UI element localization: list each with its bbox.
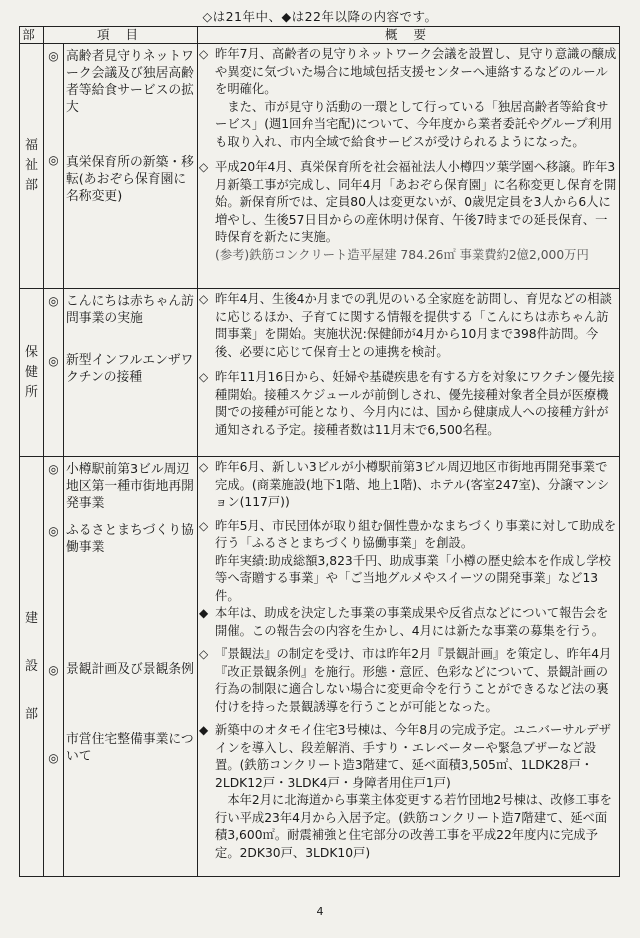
entry-symbol: ◇ bbox=[199, 460, 209, 474]
header-item: 項 目 bbox=[44, 27, 198, 44]
mark-double-circle: ◎ bbox=[48, 663, 59, 677]
item-cell bbox=[64, 289, 198, 457]
section-construction bbox=[20, 457, 620, 877]
entry-symbol: ◇ bbox=[199, 47, 209, 61]
entry-symbol: ◆ bbox=[199, 723, 209, 737]
mark-double-circle: ◎ bbox=[48, 152, 59, 167]
overview-entry: ◆ 本年は、助成を決定した事業の事業成果や反省点などについて報告会を開催。この報告会の内容を生かし、4月には新たな事業の募集を行う。 bbox=[199, 605, 617, 640]
overview-entry: ◇ 平成20年4月、真栄保育所を社会福祉法人小樽四ツ葉学園へ移譲。昨年3月新築工事が完成し、同年4月「あおぞら保育園」に名称変更し保育を開始。新保育所では、定員80人は変更ないが、0歳児定員を3人から6人に増やし、生後57日目からの産休明け保育、午後7時までの延長保育、一時保育を新たに実施。 bbox=[199, 159, 617, 247]
overview-table bbox=[19, 26, 620, 877]
item-cell bbox=[64, 44, 198, 289]
table-header-row bbox=[20, 27, 620, 44]
legend-text: ◇は21年中、◆は22年以降の内容です。 bbox=[202, 9, 438, 24]
overview-entry: ◇ 昨年6月、新しい3ビルが小樽駅前第3ビル周辺地区市街地再開発事業で完成。(商業施設(地下1階、地上1階)、ホテル(客室247室)、分譲マンション(117戸)) bbox=[199, 459, 617, 512]
dept-health-center: 保健所 bbox=[20, 289, 44, 457]
item-title: 真栄保育所の新築・移転(あおぞら保育園に名称変更) bbox=[66, 155, 194, 204]
overview-entry: 昨年実績:助成総額3,823千円、助成事業「小樽の歴史絵本を作成し学校等へ寄贈する事業」や「ご当地グルメやスイーツの開発事業」など13件。 bbox=[215, 553, 611, 603]
item-title: 景観計画及び景観条例 bbox=[66, 662, 194, 677]
item-title: 市営住宅整備事業について bbox=[66, 732, 194, 764]
entry-symbol: ◇ bbox=[199, 647, 209, 661]
entry-symbol: ◇ bbox=[199, 292, 209, 306]
item-title: ふるさとまちづくり協働事業 bbox=[66, 523, 194, 555]
page-number: 4 bbox=[316, 905, 324, 918]
item-cell bbox=[64, 457, 198, 877]
overview-entry: 本年2月に北海道から事業主体変更する若竹団地2号棟は、改修工事を行い平成23年4月から入居予定。(鉄筋コンクリート造7階建て、延べ面積3,600㎡。耐震補強と住宅部分の改善工事を平成22年度内に完成予定。2DK30戸、3LDK10戸) bbox=[215, 793, 612, 860]
entry-symbol: ◇ bbox=[199, 160, 209, 174]
overview-entry: また、市が見守り活動の一環として行っている「独居高齢者等給食サービス」(週1回弁当宅配)について、今年度から業者委託やグループ利用も取り入れ、市内全域で給食サービスが受けられるようになった。 bbox=[215, 99, 613, 149]
item-marks bbox=[44, 457, 64, 877]
mark-double-circle: ◎ bbox=[48, 750, 59, 765]
dept-construction: 建設部 bbox=[20, 457, 44, 877]
overview-entry: (参考)鉄筋コンクリート造平屋建 784.26㎡ 事業費約2億2,000万円 bbox=[215, 247, 589, 262]
entry-symbol: ◇ bbox=[199, 518, 209, 533]
mark-double-circle: ◎ bbox=[48, 49, 59, 63]
overview-entry: ◇ 昨年4月、生後4か月までの乳児のいる全家庭を訪問し、育児などの相談に応じるほか、子育てに関する情報を提供する「こんにちは赤ちゃん訪問事業」を開始。実施状況:保健師が4月から10月まで398件訪問。今後、必要に応じて保育士との連携を検討。 bbox=[199, 291, 617, 361]
section-welfare bbox=[20, 44, 620, 289]
entry-symbol: ◆ bbox=[199, 606, 209, 620]
overview-cell bbox=[198, 44, 620, 289]
item-title: 小樽駅前第3ビル周辺地区第一種市街地再開発事業 bbox=[66, 462, 194, 511]
item-title: こんにちは赤ちゃん訪問事業の実施 bbox=[66, 294, 194, 326]
overview-entry: ◇ 昨年11月16日から、妊婦や基礎疾患を有する方を対象にワクチン優先接種開始。接種スケジュールが前倒しされ、優先接種対象者全員が医療機関での接種が可能となり、今月内には、国から健康成人への接種方針が通知される予定。接種者数は11月末で6,500名程。 bbox=[199, 369, 617, 439]
mark-double-circle: ◎ bbox=[48, 294, 59, 308]
overview-entry: ◇ 『景観法』の制定を受け、市は昨年2月『景観計画』を策定し、昨年4月『改正景観条例』を施行。形態・意匠、色彩などについて、景観計画の行為の制限に適合しない場合に変更命令を行うことができるなど法の裏付けを持った景観誘導を行うことが可能となった。 bbox=[199, 646, 617, 716]
header-overview: 概 要 bbox=[198, 27, 620, 44]
mark-double-circle: ◎ bbox=[48, 523, 59, 538]
section-health-center bbox=[20, 289, 620, 457]
dept-welfare: 福祉部 bbox=[20, 44, 44, 289]
item-title: 新型インフルエンザワクチンの接種 bbox=[66, 353, 194, 385]
overview-entry: ◇ 昨年5月、市民団体が取り組む個性豊かなまちづくり事業に対して助成を行う「ふるさとまちづくり協働事業」を創設。 bbox=[199, 518, 617, 553]
overview-entry: ◇ 昨年7月、高齢者の見守りネットワーク会議を設置し、見守り意識の醸成や異変に気づいた場合に地域包括支援センターへ連絡するなどのルールを明確化。 bbox=[199, 46, 617, 99]
overview-cell bbox=[198, 289, 620, 457]
item-marks bbox=[44, 44, 64, 289]
mark-double-circle: ◎ bbox=[48, 353, 59, 368]
mark-double-circle: ◎ bbox=[48, 462, 59, 476]
header-dept: 部 bbox=[20, 27, 44, 44]
item-title: 高齢者見守りネットワーク会議及び独居高齢者等給食サービスの拡大 bbox=[66, 49, 194, 115]
entry-symbol: ◇ bbox=[199, 370, 209, 384]
item-marks bbox=[44, 289, 64, 457]
overview-cell bbox=[198, 457, 620, 877]
overview-entry: ◆ 新築中のオタモイ住宅3号棟は、今年8月の完成予定。ユニバーサルデザインを導入し、段差解消、手すり・エレベーターや緊急ブザーなど設置。(鉄筋コンクリート造3階建て、延べ面積3,505㎡、1LDK28戸・2LDK12戸・3LDK4戸・身障者用住戸1戸) bbox=[199, 722, 617, 792]
